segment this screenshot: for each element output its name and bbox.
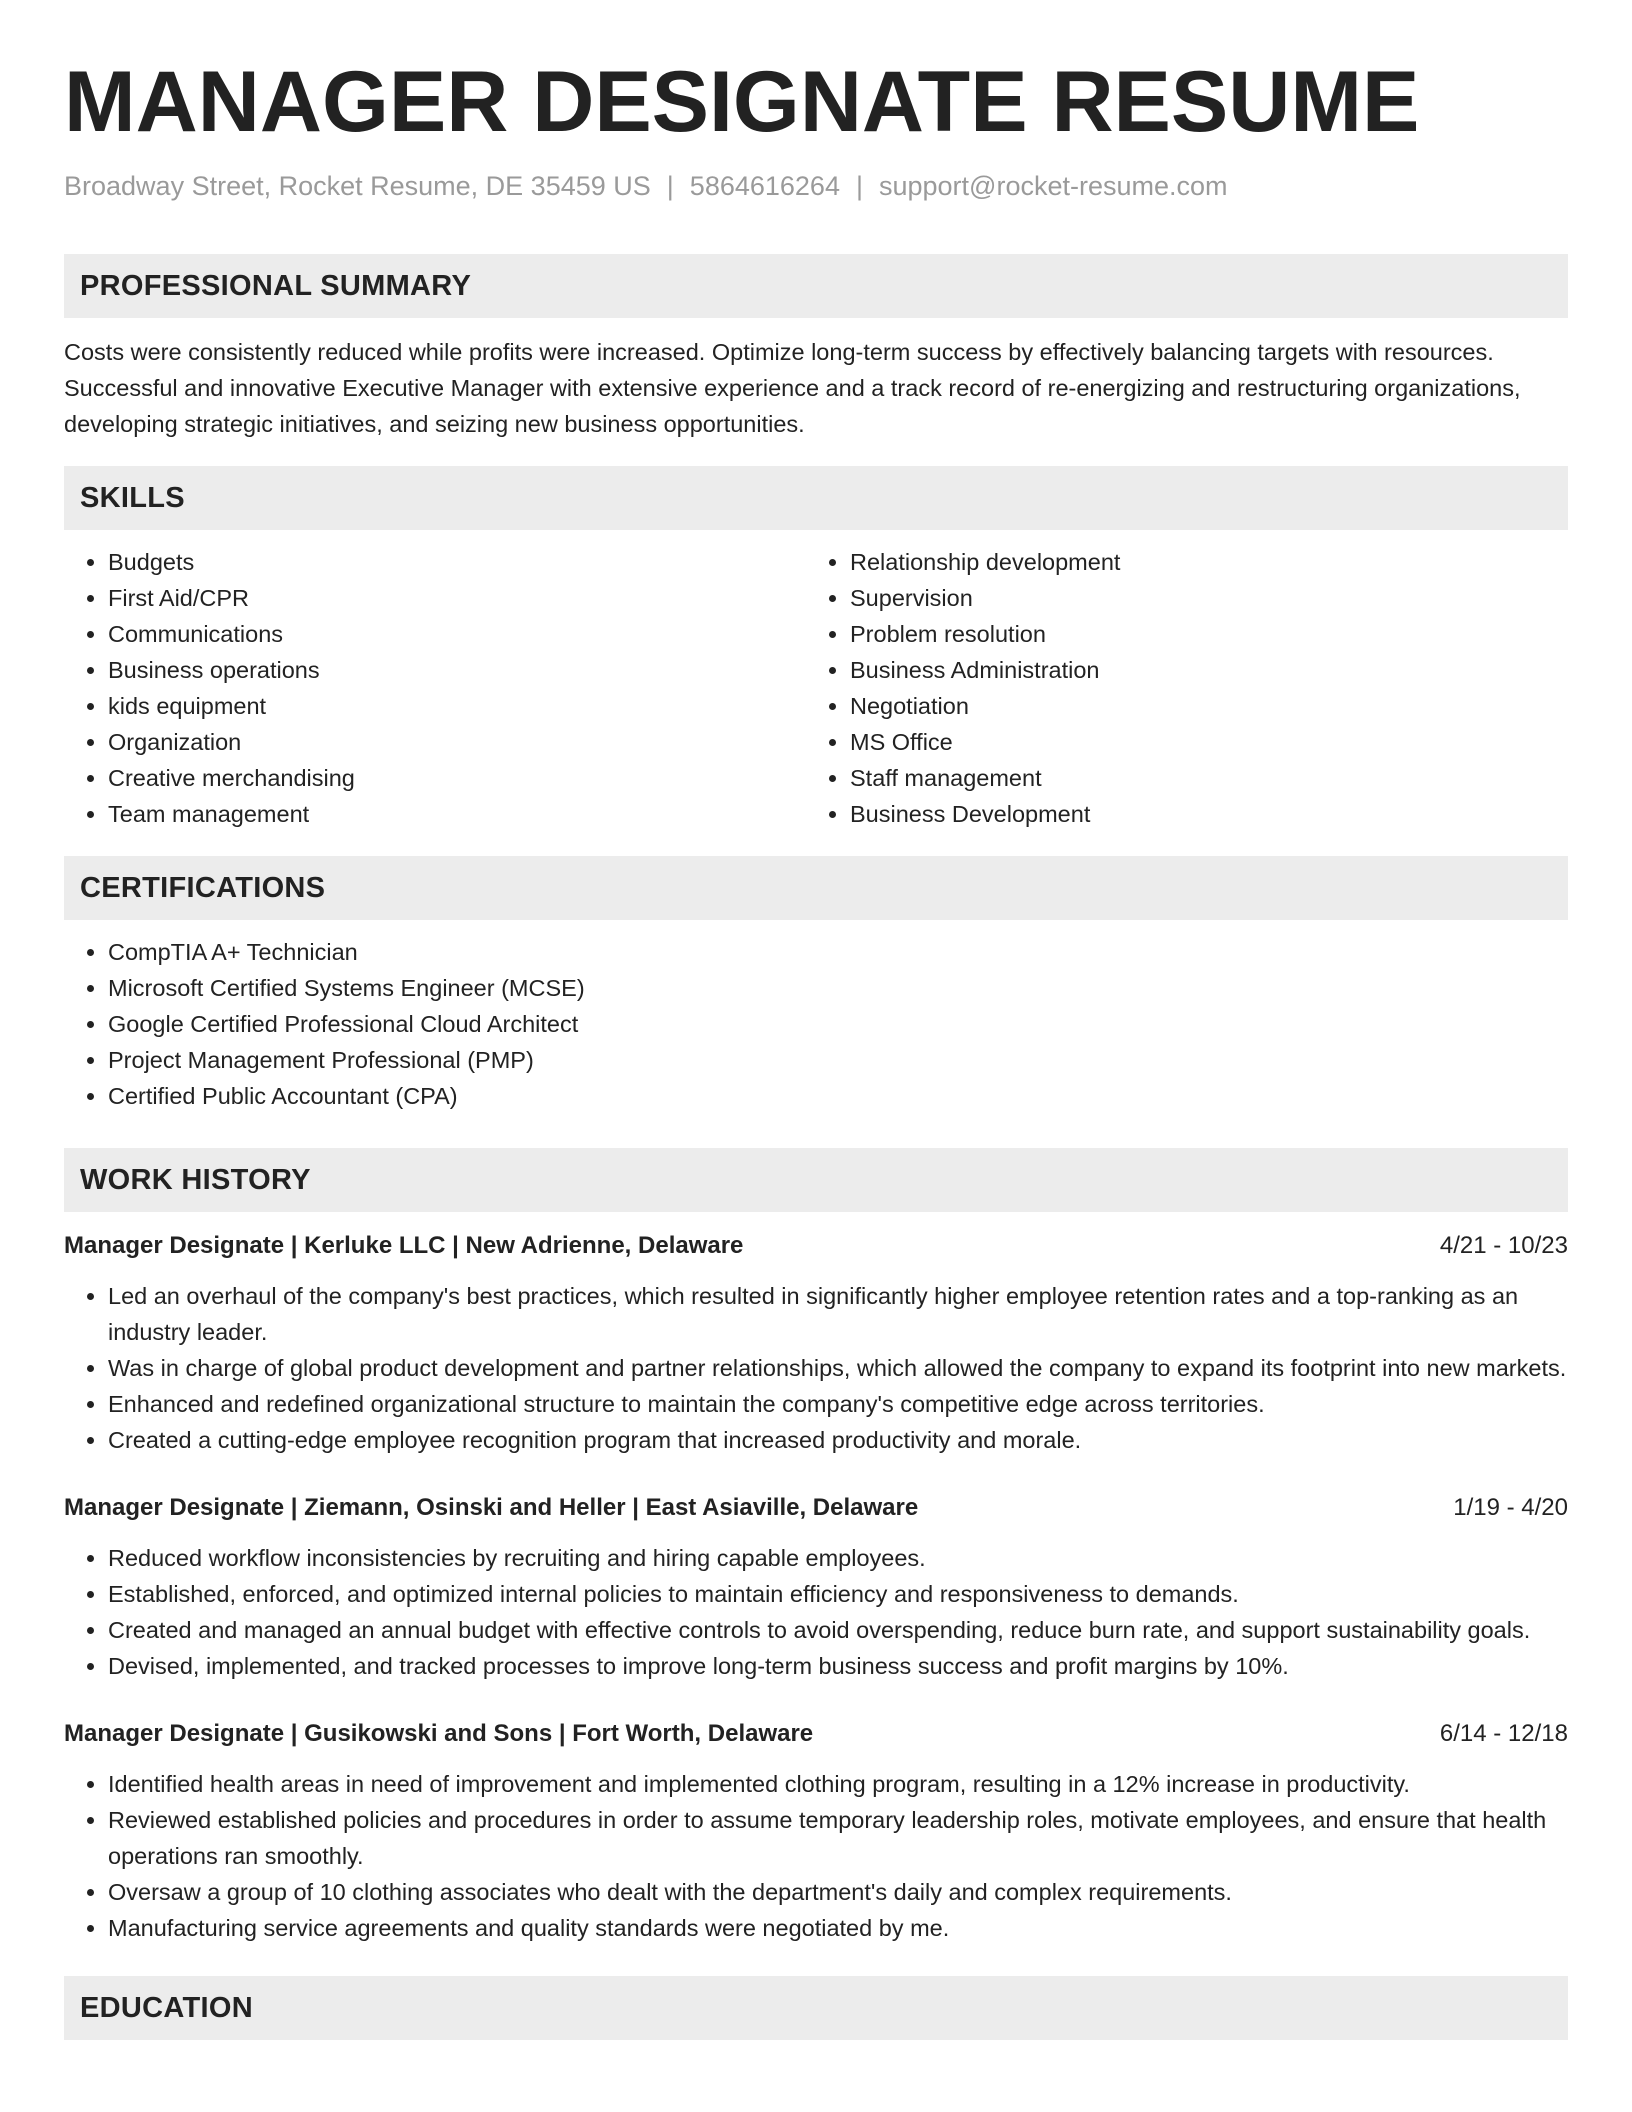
- job-bullet: • Devised, implemented, and tracked processes to improve long-term business success and profit margins by 10%.: [108, 1648, 1568, 1684]
- certification-item: • CompTIA A+ Technician: [108, 934, 1568, 970]
- job-bullets: [64, 1766, 1568, 1946]
- job-bullet: • Established, enforced, and optimized internal policies to maintain efficiency and responsiveness to demands.: [108, 1576, 1568, 1612]
- job-header: [64, 1490, 1568, 1526]
- job-heading: Manager Designate | Gusikowski and Sons | Fort Worth, Delaware: [64, 1720, 814, 1747]
- job-bullet: • Reduced workflow inconsistencies by recruiting and hiring capable employees.: [108, 1540, 1568, 1576]
- contact-line: [64, 168, 1568, 204]
- skill-item: • Budgets: [108, 544, 806, 580]
- contact-phone: 5864616264: [689, 171, 840, 201]
- section-header-summary: PROFESSIONAL SUMMARY: [64, 254, 1568, 318]
- job-entry: [64, 1228, 1568, 1458]
- skill-item: • Negotiation: [850, 688, 1548, 724]
- section-header-work-history: WORK HISTORY: [64, 1148, 1568, 1212]
- certification-item: • Project Management Professional (PMP): [108, 1042, 1568, 1078]
- contact-separator: |: [855, 171, 863, 201]
- skill-item: • Team management: [108, 796, 806, 832]
- job-bullet: • Oversaw a group of 10 clothing associates who dealt with the department's daily and complex requirements.: [108, 1874, 1568, 1910]
- section-header-education: EDUCATION: [64, 1976, 1568, 2040]
- skill-item: • MS Office: [850, 724, 1548, 760]
- job-header: [64, 1228, 1568, 1264]
- certifications-list: [64, 934, 1568, 1114]
- skills-columns: [64, 544, 1568, 832]
- skill-item: • Organization: [108, 724, 806, 760]
- job-bullets: [64, 1278, 1568, 1458]
- job-header: [64, 1716, 1568, 1752]
- job-dates: 1/19 - 4/20: [1453, 1494, 1568, 1521]
- section-header-certifications: CERTIFICATIONS: [64, 856, 1568, 920]
- skill-item: • Business Development: [850, 796, 1548, 832]
- skill-item: • Problem resolution: [850, 616, 1548, 652]
- job-bullet: • Enhanced and redefined organizational structure to maintain the company's competitive edge across territories.: [108, 1386, 1568, 1422]
- skills-list-left: [64, 544, 806, 832]
- job-entry: [64, 1716, 1568, 1946]
- skill-item: • Supervision: [850, 580, 1548, 616]
- skill-item: • Creative merchandising: [108, 760, 806, 796]
- skills-list-right: [806, 544, 1548, 832]
- contact-email: support@rocket-resume.com: [878, 171, 1228, 201]
- job-bullet: • Identified health areas in need of improvement and implemented clothing program, resulting in a 12% increase in productivity.: [108, 1766, 1568, 1802]
- skill-item: • Communications: [108, 616, 806, 652]
- summary-text: Costs were consistently reduced while profits were increased. Optimize long-term success by effectively balancing targets with resources. Successful and innovative Executive Manager with extensive experience and a track record of re-energizing and restructuring organizations, developing strategic initiatives, and seizing new business opportunities.: [64, 339, 1521, 437]
- skill-item: • Staff management: [850, 760, 1548, 796]
- skill-item: • Relationship development: [850, 544, 1548, 580]
- certification-item: • Microsoft Certified Systems Engineer (MCSE): [108, 970, 1568, 1006]
- skill-item: • Business operations: [108, 652, 806, 688]
- certification-item: • Certified Public Accountant (CPA): [108, 1078, 1568, 1114]
- job-bullet: • Was in charge of global product development and partner relationships, which allowed the company to expand its footprint into new markets.: [108, 1350, 1568, 1386]
- job-bullet: • Created a cutting-edge employee recognition program that increased productivity and morale.: [108, 1422, 1568, 1458]
- section-header-skills: SKILLS: [64, 466, 1568, 530]
- job-bullet: • Created and managed an annual budget with effective controls to avoid overspending, reduce burn rate, and support sustainability goals.: [108, 1612, 1568, 1648]
- job-bullet: • Reviewed established policies and procedures in order to assume temporary leadership roles, motivate employees, and ensure that health operations ran smoothly.: [108, 1802, 1568, 1874]
- job-bullet: • Manufacturing service agreements and quality standards were negotiated by me.: [108, 1910, 1568, 1946]
- certification-item: • Google Certified Professional Cloud Architect: [108, 1006, 1568, 1042]
- job-bullets: [64, 1540, 1568, 1684]
- resume-title: MANAGER DESIGNATE RESUME: [64, 54, 1420, 150]
- job-dates: 4/21 - 10/23: [1439, 1232, 1568, 1259]
- contact-separator: |: [666, 171, 674, 201]
- job-bullet: • Led an overhaul of the company's best practices, which resulted in significantly higher employee retention rates and a top-ranking as an industry leader.: [108, 1278, 1568, 1350]
- job-entry: [64, 1490, 1568, 1684]
- job-heading: Manager Designate | Kerluke LLC | New Adrienne, Delaware: [64, 1232, 744, 1259]
- skill-item: • Business Administration: [850, 652, 1548, 688]
- skill-item: • kids equipment: [108, 688, 806, 724]
- job-dates: 6/14 - 12/18: [1439, 1720, 1568, 1747]
- job-heading: Manager Designate | Ziemann, Osinski and Heller | East Asiaville, Delaware: [64, 1494, 919, 1521]
- skill-item: • First Aid/CPR: [108, 580, 806, 616]
- contact-address: Broadway Street, Rocket Resume, DE 35459 US: [64, 171, 651, 201]
